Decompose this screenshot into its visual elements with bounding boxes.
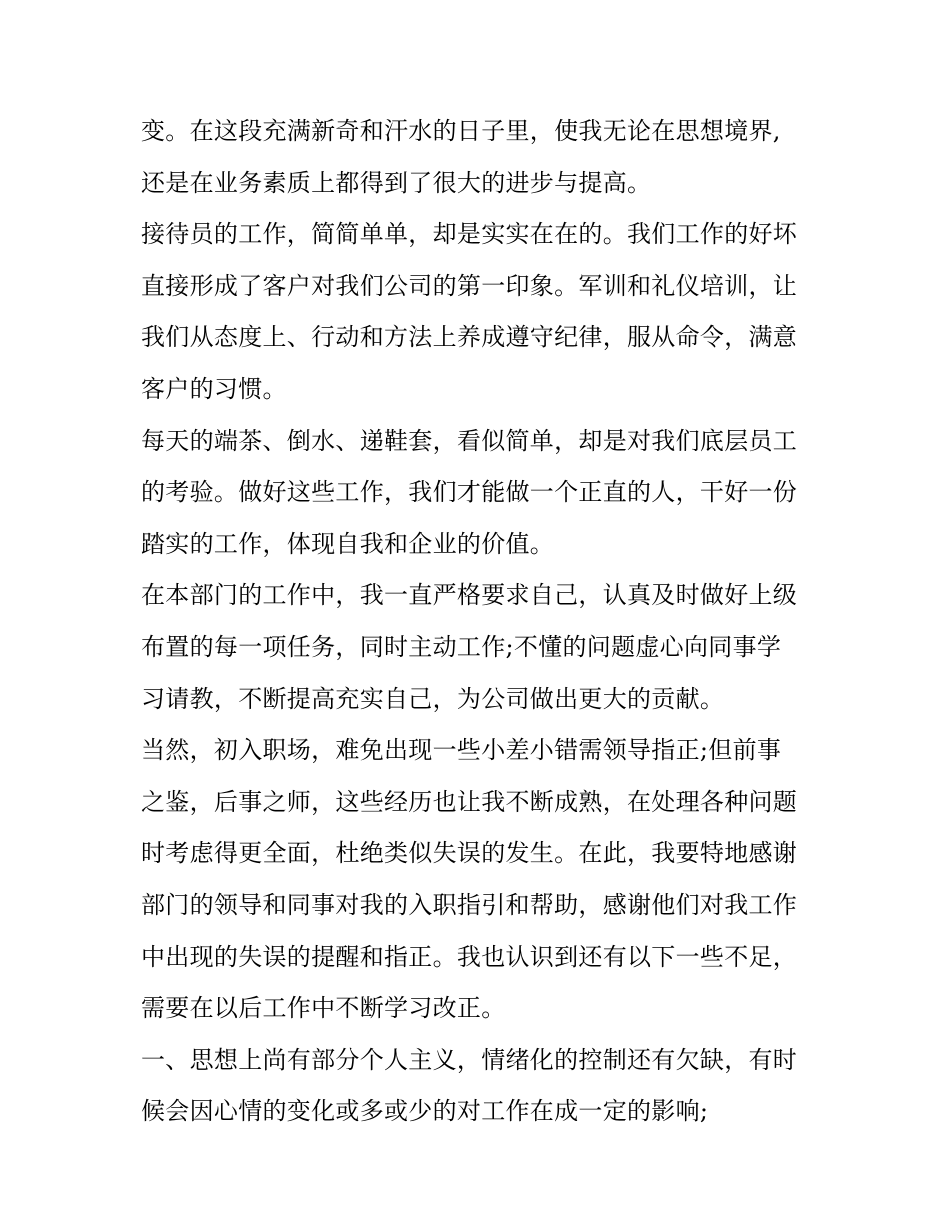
- text-line: 每天的端茶、倒水、递鞋套，看似简单，却是对我们底层员工: [141, 426, 798, 455]
- text-line: 在本部门的工作中，我一直严格要求自己，认真及时做好上级: [141, 581, 798, 610]
- text-line: 中出现的失误的提醒和指正。我也认识到还有以下一些不足，: [141, 942, 798, 971]
- text-line: 之鉴，后事之师，这些经历也让我不断成熟，在处理各种问题: [141, 787, 798, 816]
- text-line: 当然，初入职场，难免出现一些小差小错需领导指正;但前事: [141, 736, 782, 765]
- text-line: 布置的每一项任务，同时主动工作;不懂的问题虚心向同事学: [141, 632, 782, 661]
- text-line: 需要在以后工作中不断学习改正。: [141, 994, 506, 1023]
- text-line: 踏实的工作，体现自我和企业的价值。: [141, 529, 555, 558]
- body-text: [141, 106, 821, 1138]
- text-line: 一、思想上尚有部分个人主义，情绪化的控制还有欠缺，有时: [141, 1045, 798, 1074]
- text-line: 客户的习惯。: [141, 374, 287, 403]
- text-line: 变。在这段充满新奇和汗水的日子里，使我无论在思想境界,: [141, 117, 781, 145]
- text-line: 接待员的工作，简简单单，却是实实在在的。我们工作的好坏: [141, 220, 798, 249]
- text-line: 部门的领导和同事对我的入职指引和帮助，感谢他们对我工作: [141, 890, 798, 919]
- text-line: 习请教，不断提高充实自己，为公司做出更大的贡献。: [141, 684, 725, 713]
- text-line: 的考验。做好这些工作，我们才能做一个正直的人，干好一份: [141, 478, 798, 507]
- text-line: 候会因心情的变化或多或少的对工作在成一定的影响;: [141, 1097, 709, 1126]
- text-line: 还是在业务素质上都得到了很大的进步与提高。: [141, 168, 652, 197]
- text-line: 直接形成了客户对我们公司的第一印象。军训和礼仪培训，让: [141, 271, 798, 300]
- text-line: 时考虑得更全面，杜绝类似失误的发生。在此，我要特地感谢: [141, 839, 798, 868]
- text-line: 我们从态度上、行动和方法上养成遵守纪律，服从命令，满意: [141, 323, 798, 352]
